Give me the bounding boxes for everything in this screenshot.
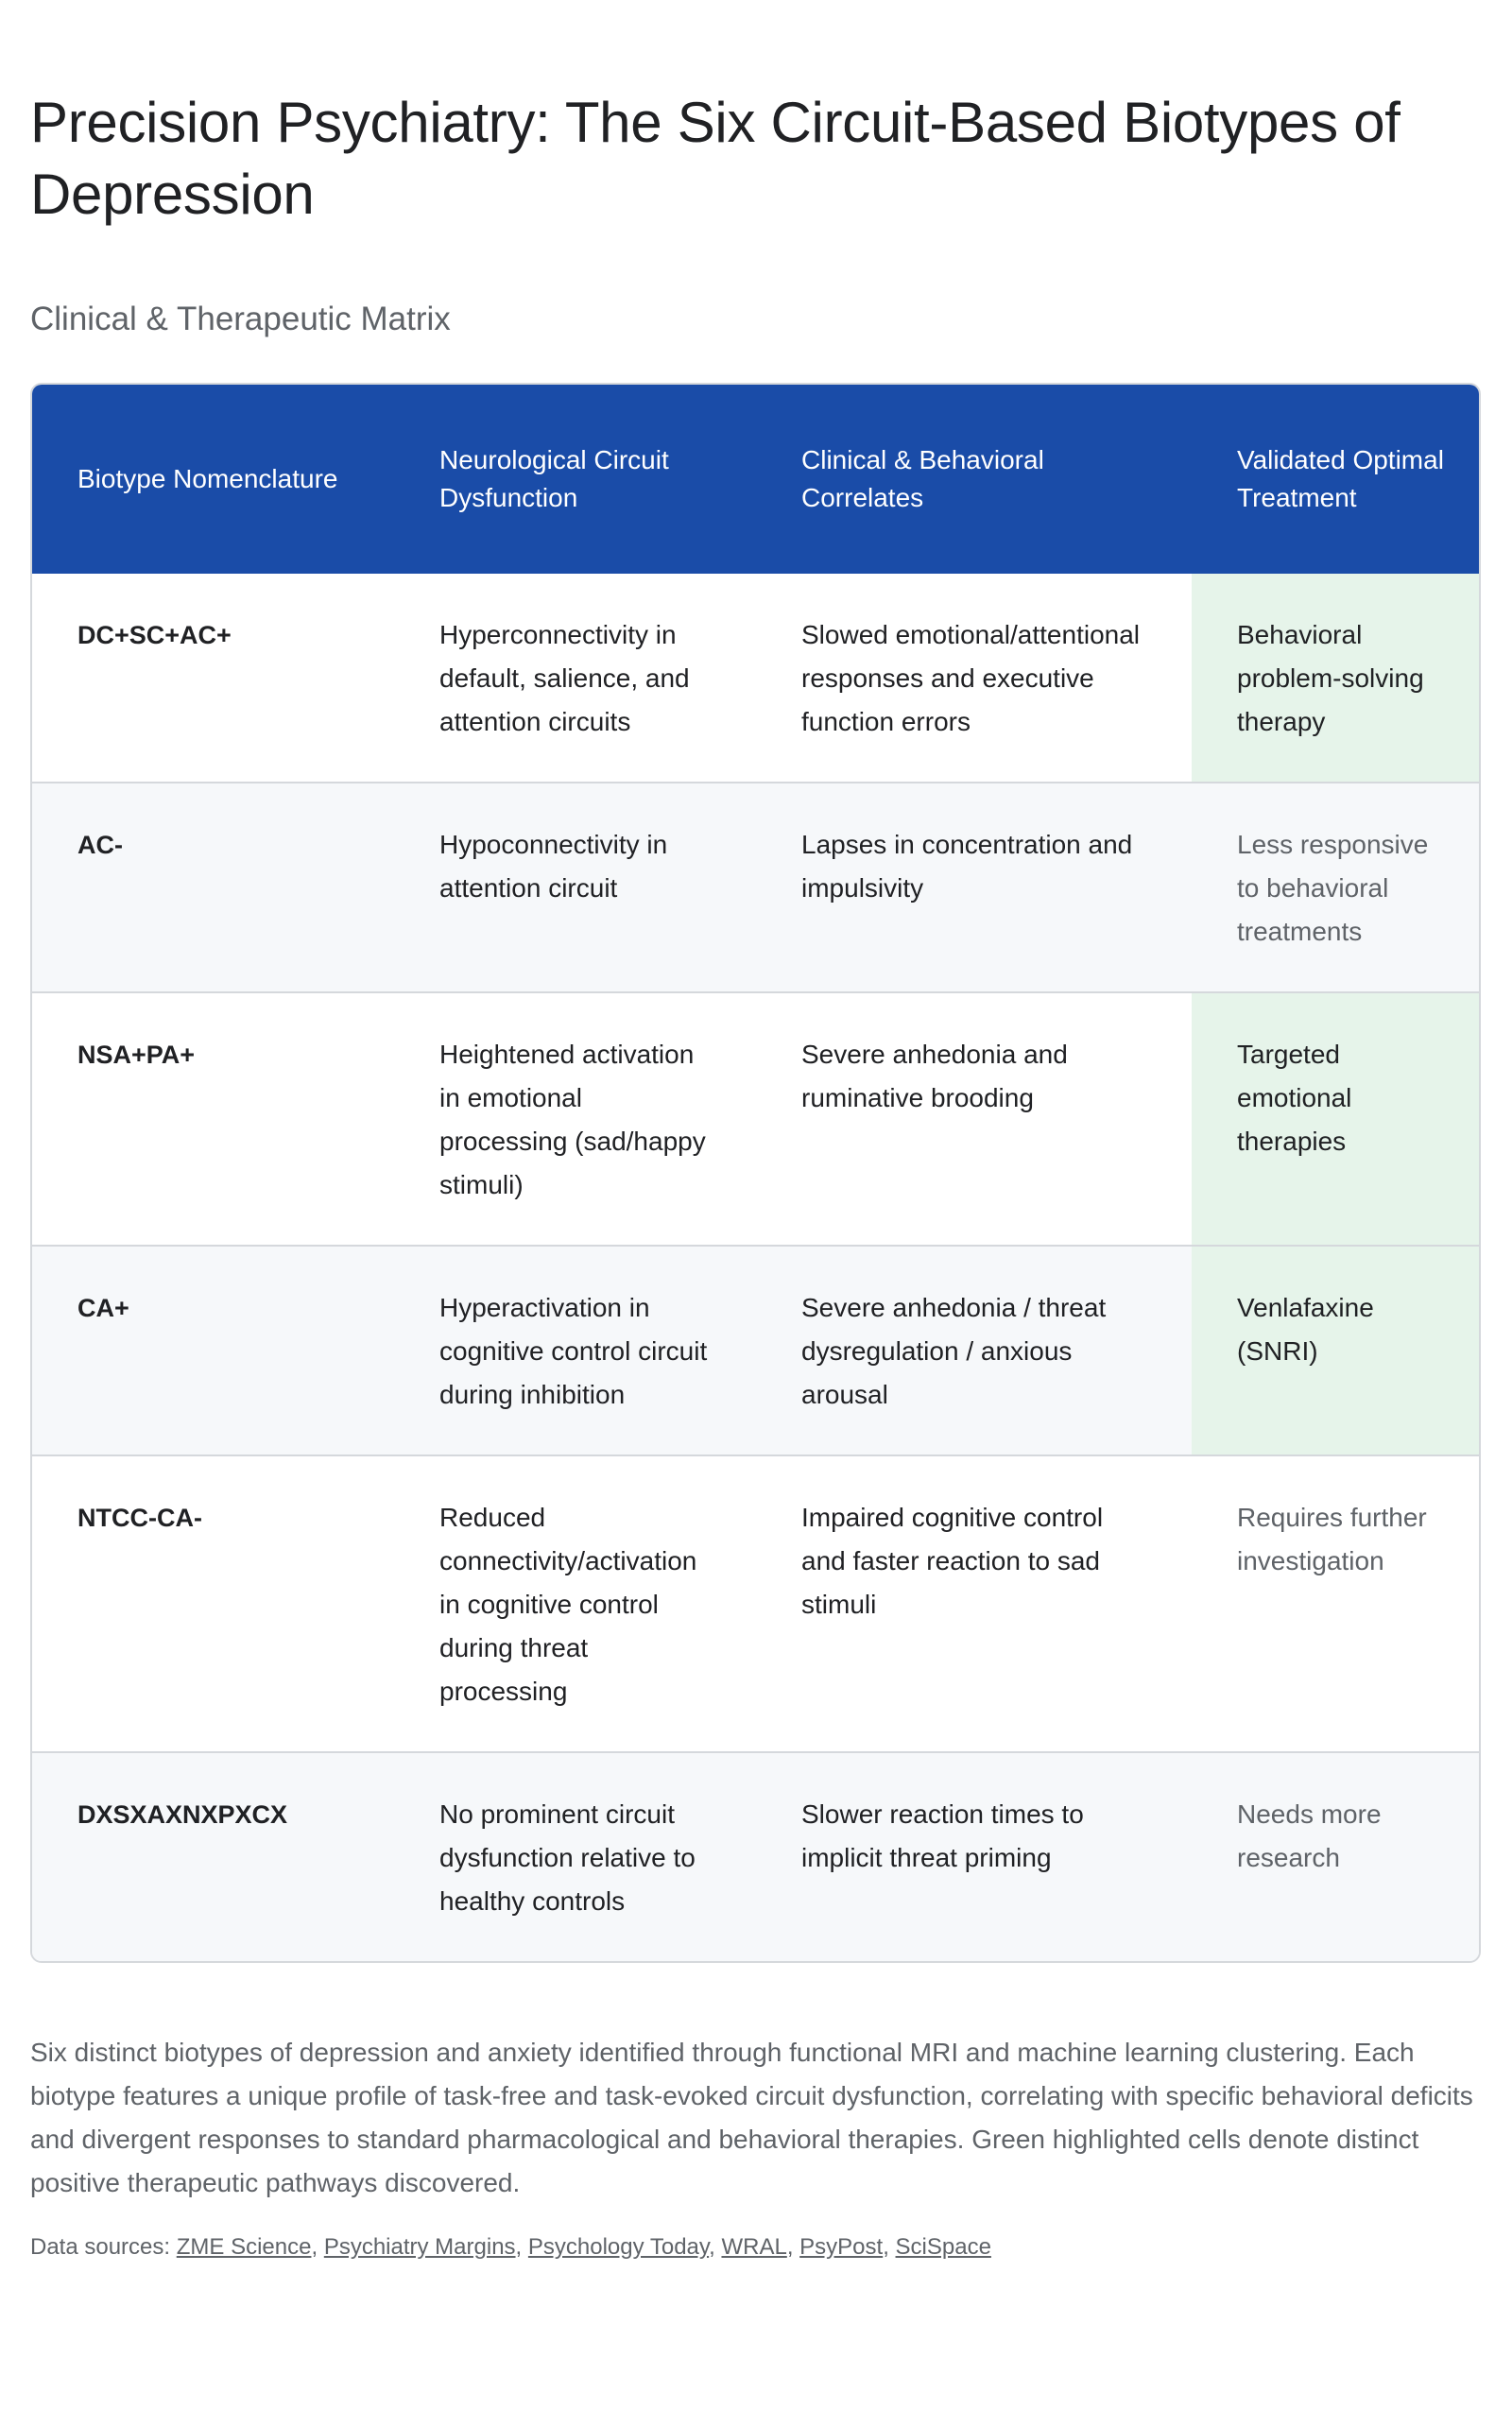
- optimal-treatment: Less responsive to behavioral treatments: [1237, 830, 1429, 946]
- optimal-treatment: Requires further investigation: [1237, 1503, 1427, 1575]
- table-row: [32, 1246, 1481, 1455]
- biotype-name: CA+: [77, 1294, 129, 1322]
- table-row: [32, 783, 1481, 992]
- behavioral-correlates: Slowed emotional/attentional responses and executive function errors: [801, 620, 1141, 736]
- data-sources: Data sources: ZME Science, Psychiatry Margins, Psychology Today, WRAL, PsyPost, SciSpace: [30, 2234, 991, 2260]
- biotype-name: NTCC-CA-: [77, 1504, 202, 1532]
- optimal-treatment: Behavioral problem-solving therapy: [1192, 574, 1481, 783]
- source-link-psypost[interactable]: PsyPost: [799, 2234, 884, 2260]
- circuit-dysfunction: Hyperactivation in cognitive control circuit during inhibition: [439, 1293, 708, 1409]
- table-subtitle: Clinical & Therapeutic Matrix: [30, 301, 451, 337]
- biotype-table: [32, 385, 1481, 1961]
- behavioral-correlates: Severe anhedonia and ruminative brooding: [801, 1040, 1068, 1112]
- page-title: Precision Psychiatry: The Six Circuit-Based Biotypes of Depression: [30, 91, 1400, 226]
- circuit-dysfunction: No prominent circuit dysfunction relative to healthy controls: [439, 1799, 696, 1916]
- circuit-dysfunction: Heightened activation in emotional processing (sad/happy stimuli): [439, 1040, 706, 1199]
- behavioral-correlates: Severe anhedonia / threat dysregulation / anxious arousal: [801, 1293, 1107, 1409]
- source-link-zme-science[interactable]: ZME Science: [176, 2234, 312, 2260]
- circuit-dysfunction: Hyperconnectivity in default, salience, and attention circuits: [439, 620, 690, 736]
- table-row: [32, 574, 1481, 783]
- column-header-treatment: Validated Optimal Treatment: [1237, 445, 1444, 512]
- source-link-psychology-today[interactable]: Psychology Today: [527, 2234, 710, 2260]
- column-header-correlates: Clinical & Behavioral Correlates: [801, 445, 1044, 512]
- summary-paragraph: Six distinct biotypes of depression and anxiety identified through functional MRI and machine learning clustering. Each biotype features a unique profile of task-free and task-evoked circuit dysfunction, correlating with specific behavioral deficits and divergent responses to standard pharmacological and behavioral therapies. Green highlighted cells denote distinct positive therapeutic pathways discovered.: [30, 2038, 1473, 2197]
- optimal-treatment: Needs more research: [1237, 1799, 1382, 1872]
- optimal-treatment: Venlafaxine (SNRI): [1192, 1246, 1481, 1455]
- table-row: [32, 992, 1481, 1246]
- source-link-scispace[interactable]: SciSpace: [895, 2234, 991, 2260]
- circuit-dysfunction: Reduced connectivity/activation in cognitive control during threat processing: [439, 1503, 697, 1706]
- source-link-wral[interactable]: WRAL: [721, 2234, 787, 2260]
- biotype-name: DXSXAXNXPXCX: [77, 1800, 288, 1829]
- table-row: [32, 1752, 1481, 1961]
- table-header-row: [32, 385, 1481, 574]
- biotype-name: AC-: [77, 831, 123, 859]
- source-link-psychiatry-margins[interactable]: Psychiatry Margins: [323, 2234, 516, 2260]
- optimal-treatment: Targeted emotional therapies: [1192, 992, 1481, 1246]
- biotype-table-container: [30, 383, 1481, 1963]
- column-header-biotype: Biotype Nomenclature: [77, 464, 338, 493]
- behavioral-correlates: Slower reaction times to implicit threat priming: [801, 1799, 1084, 1872]
- column-header-dysfunction: Neurological Circuit Dysfunction: [439, 445, 669, 512]
- behavioral-correlates: Lapses in concentration and impulsivity: [801, 830, 1133, 903]
- circuit-dysfunction: Hypoconnectivity in attention circuit: [439, 830, 668, 903]
- biotype-name: NSA+PA+: [77, 1041, 196, 1069]
- biotype-name: DC+SC+AC+: [77, 621, 232, 649]
- behavioral-correlates: Impaired cognitive control and faster reaction to sad stimuli: [801, 1503, 1104, 1619]
- data-sources-label: Data sources:: [30, 2234, 171, 2260]
- table-row: [32, 1455, 1481, 1752]
